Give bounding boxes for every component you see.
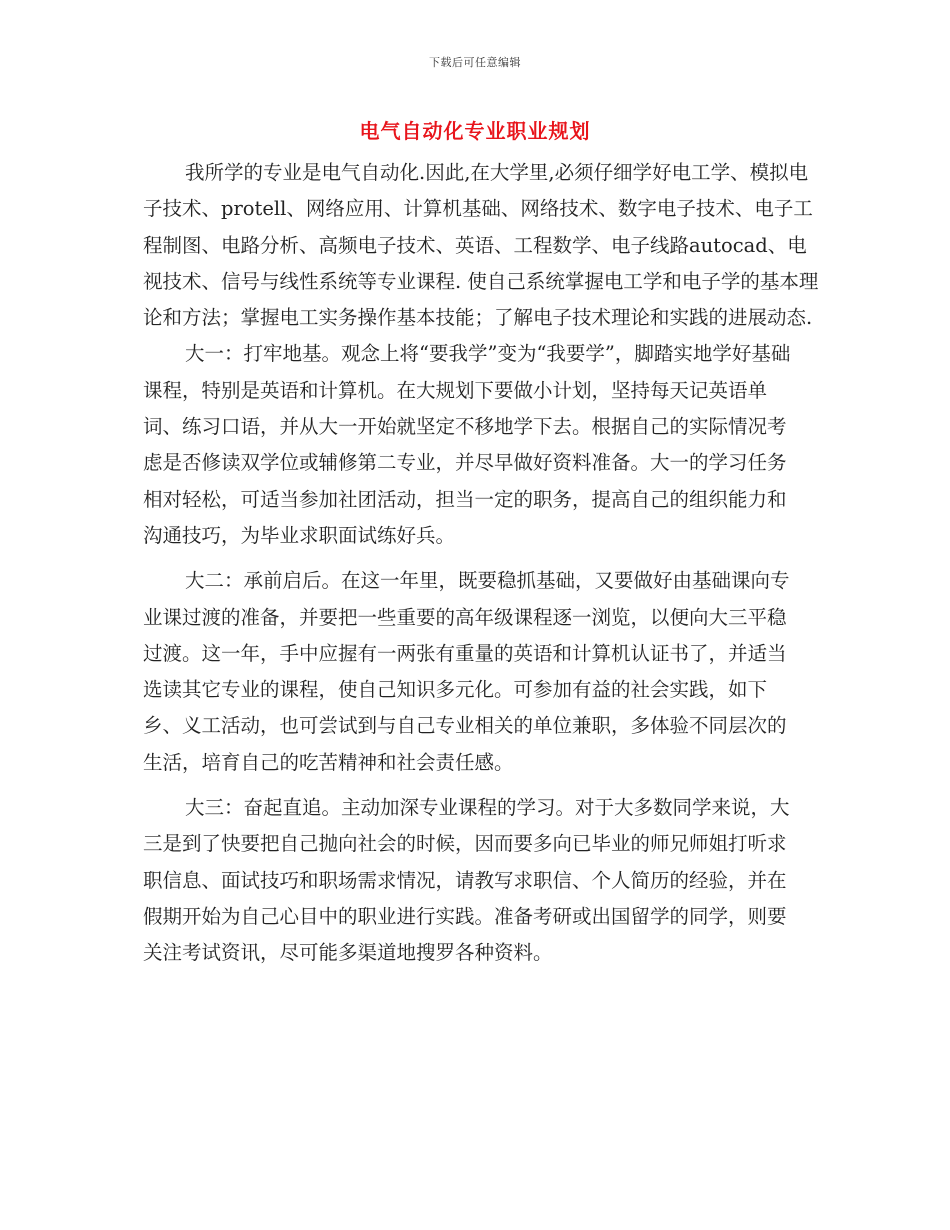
paragraph-intro: 我所学的专业是电气自动化.因此,在大学里,必须仔细学好电工学、模拟电子技术、protell、网络应用、计算机基础、网络技术、数字电子技术、电子工程制图、电路分析、高频电子技术、英语、工程数学、电子线路autocad、电视技术、信号与线性系统等专业课程. 使自己系统掌握电工学和电子学的基本理论和方法；掌握电工实务操作基本技能；了解电子技术理论和实践的进展动态. [143,161,819,330]
page-title: 电气自动化专业职业规划 [359,119,591,143]
paragraph-year-three: 大三：奋起直追。主动加深专业课程的学习。对于大多数同学来说，大三是到了快要把自己抛向社会的时候，因而要多向已毕业的师兄师姐打听求职信息、面试技巧和职场需求情况，请教写求职信、个人简历的经验，并在假期开始为自己心目中的职业进行实践。准备考研或出国留学的同学，则要关注考试资讯，尽可能多渠道地搜罗各种资料。 [143,796,790,965]
header-note: 下载后可任意编辑 [429,56,521,69]
paragraph-year-two: 大二：承前启后。在这一年里，既要稳抓基础，又要做好由基础课向专业课过渡的准备，并要把一些重要的高年级课程逐一浏览，以便向大三平稳过渡。这一年，手中应握有一两张有重量的英语和计算机认证书了，并适当选读其它专业的课程，使自己知识多元化。可参加有益的社会实践，如下乡、义工活动，也可尝试到与自己专业相关的单位兼职，多体验不同层次的生活，培育自己的吃苦精神和社会责任感。 [143,569,790,774]
document-body [143,155,823,972]
paragraph-year-one: 大一：打牢地基。观念上将“要我学”变为“我要学”，脚踏实地学好基础课程，特别是英语和计算机。在大规划下要做小计划，坚持每天记英语单词、练习口语，并从大一开始就坚定不移地学下去。根据自己的实际情况考虑是否修读双学位或辅修第二专业，并尽早做好资料准备。大一的学习任务相对轻松，可适当参加社团活动，担当一定的职务，提高自己的组织能力和沟通技巧，为毕业求职面试练好兵。 [143,342,791,547]
